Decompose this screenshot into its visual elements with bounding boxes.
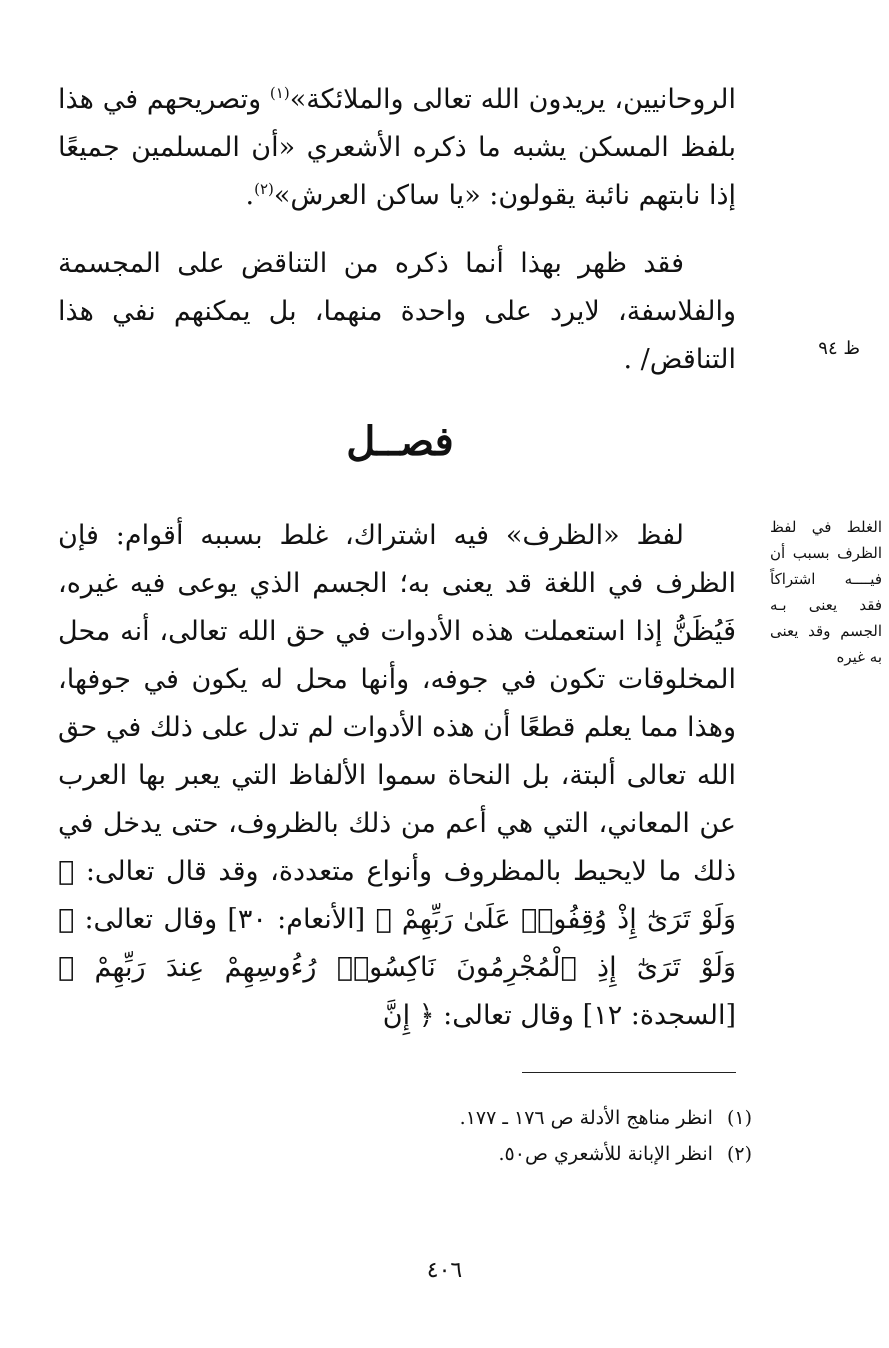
paragraph-1-text-a: الروحانيين، يريدون الله تعالى والملائكة» <box>289 84 736 115</box>
footnote-1-text: انظر مناهج الأدلة ص ١٧٦ ـ ١٧٧. <box>459 1107 713 1129</box>
footnote-ref-1: (١) <box>269 84 290 102</box>
paragraph-3: لفظ «الظرف» فيه اشتراك، غلط بسببه أقوام: فإن الظرف في اللغة قد يعنى به؛ الجسم الذي يوعى فيه غيره، فَيُظَنُّ إذا استعملت هذه الأدوات في حق الله تعالى، أنه محل المخلوقات تكون في جوفه، وأنها محل له يكون في جوفها، وهذا مما يعلم قطعًا أن هذه الأدوات لم تدل على ذلك في حق الله تعالى ألبتة، بل النحاة سموا الألفاظ التي يعبر بها العرب عن المعاني، التي هي أعم من ذلك بالظروف، حتى يدخل في ذلك ما لايحيط بالمظروف وأنواع متعددة، وقد قال تعالى: ﴿ وَلَوْ تَرَىٰٓ إِذْ وُقِفُوا۟ عَلَىٰ رَبِّهِمْ ﴾ [الأنعام: ٣٠] وقال تعالى: ﴿ وَلَوْ تَرَىٰٓ إِذِ ٱلْمُجْرِمُونَ نَاكِسُوا۟ رُءُوسِهِمْ عِندَ رَبِّهِمْ ﴾ [السجدة: ١٢] وقال تعالى: ﴿ إِنَّ <box>58 520 736 1031</box>
paragraph-1-text-c: . <box>245 180 255 211</box>
footnote-divider <box>522 1072 736 1073</box>
footnotes <box>300 1100 752 1172</box>
footnote-ref-2: (٢) <box>254 180 274 198</box>
manuscript-folio-note: ظ ٩٤ <box>818 338 860 359</box>
footnote-1 <box>300 1100 752 1136</box>
page-number: ٤٠٦ <box>426 1258 463 1283</box>
footnote-1-number: (١) <box>726 1107 752 1129</box>
section-heading: فصــل <box>346 418 454 465</box>
footnote-2-text: انظر الإبانة للأشعري ص٥٠. <box>498 1143 713 1165</box>
paragraph-2: فقد ظهر بهذا أنما ذكره من التناقض على المجسمة والفلاسفة، لايرد على واحدة منهما، بل يمكنهم نفي هذا التناقض/ . <box>58 248 736 375</box>
footnote-2-number: (٢) <box>726 1143 752 1165</box>
side-summary-note: الغلط في لفظ الظرف بسبب أن فيــــه اشتراكاً فقد يعنى بـه الجسم وقد يعنى به غيره <box>770 518 882 666</box>
paragraph-1 <box>58 76 736 220</box>
paragraph-1-text-b: وتصريحهم في هذا بلفظ المسكن يشبه ما ذكره الأشعري «أن المسلمين جميعًا إذا نابتهم نائبة يقولون: «يا ساكن العرش» <box>58 84 736 211</box>
footnote-2 <box>300 1136 752 1172</box>
